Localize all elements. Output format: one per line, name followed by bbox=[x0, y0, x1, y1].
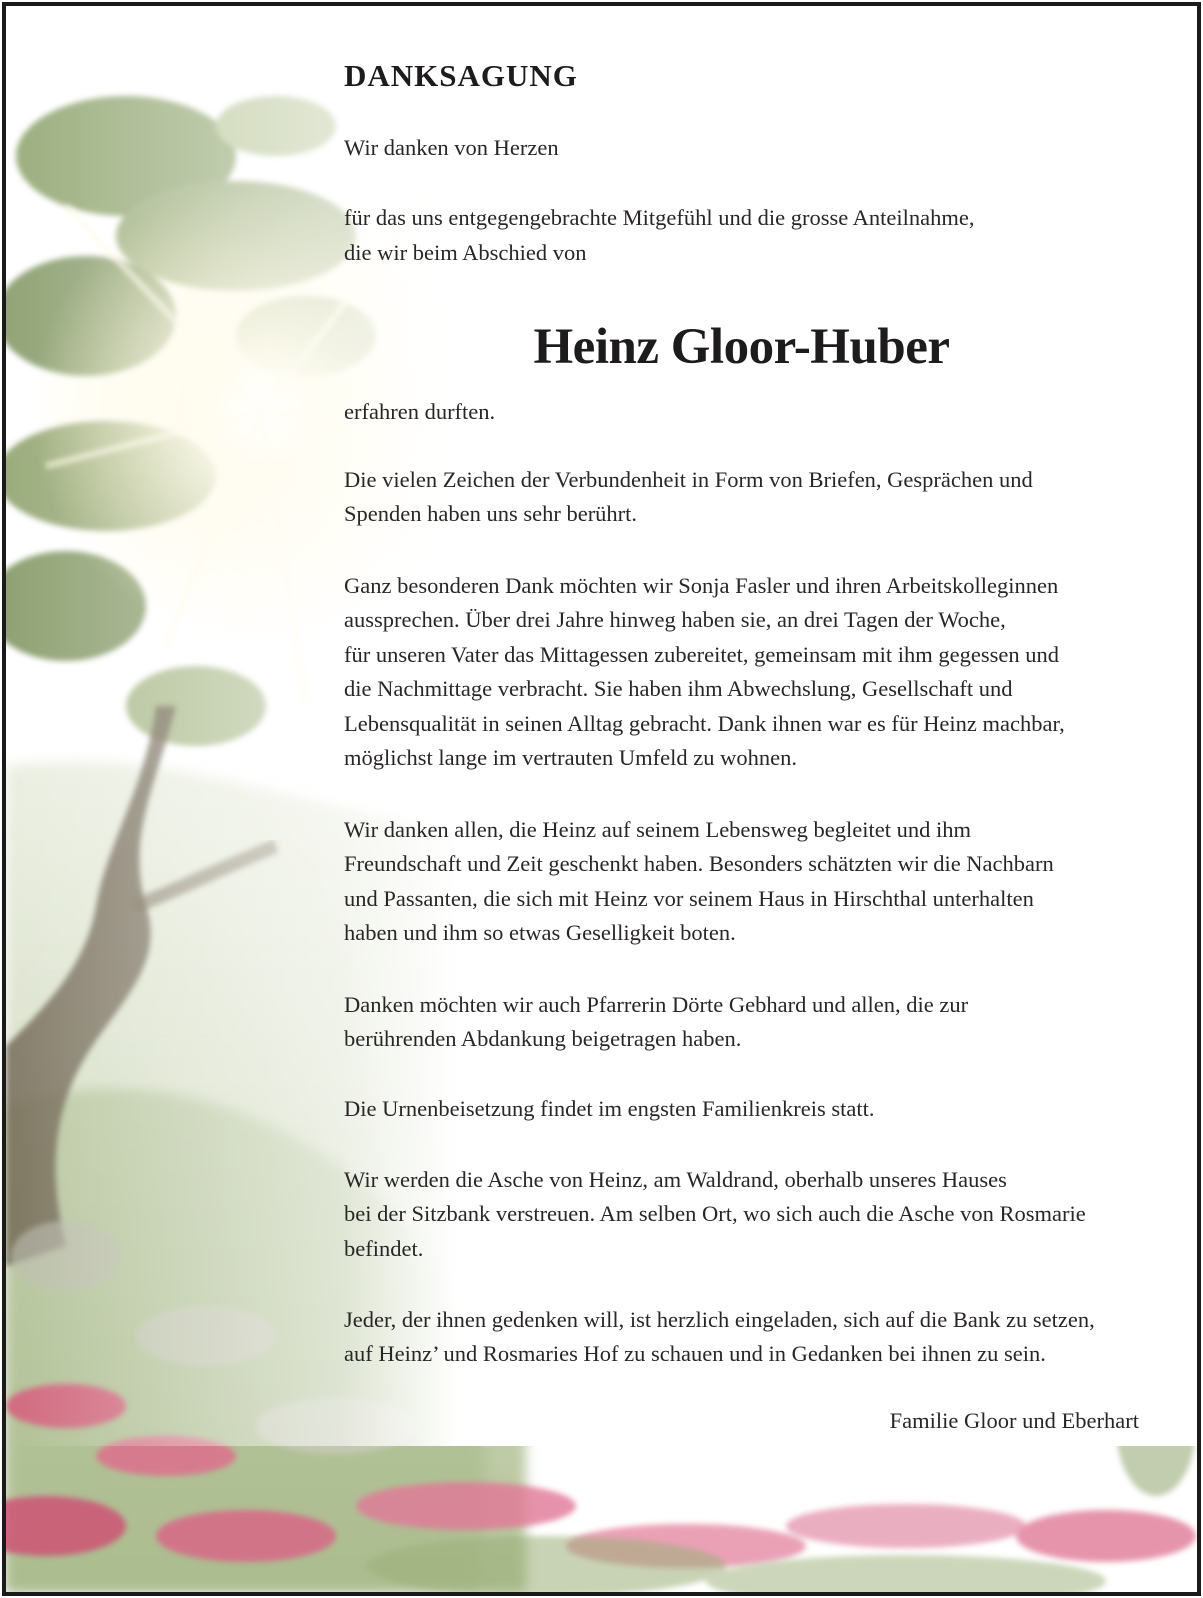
paragraph-line: für unseren Vater das Mittagessen zubereitet, gemeinsam mit ihm gegessen und bbox=[344, 642, 1060, 667]
sympathy-line: die wir beim Abschied von bbox=[344, 240, 587, 265]
after-name-line: erfahren durften. bbox=[344, 399, 496, 424]
paragraph-line: Danken möchten wir auch Pfarrerin Dörte Gebhard und allen, die zur bbox=[344, 992, 969, 1017]
paragraph-line: Lebensqualität in seinen Alltag gebracht. Dank ihnen war es für Heinz machbar, bbox=[344, 711, 1065, 736]
paragraph-line: befindet. bbox=[344, 1236, 424, 1261]
paragraph-line: haben und ihm so etwas Geselligkeit boten. bbox=[344, 920, 736, 945]
sympathy-line: für das uns entgegengebrachte Mitgefühl und die grosse Anteilnahme, bbox=[344, 205, 975, 230]
notice-heading: DANKSAGUNG bbox=[344, 58, 578, 93]
paragraph-line: Die vielen Zeichen der Verbundenheit in Form von Briefen, Gesprächen und bbox=[344, 467, 1033, 492]
paragraph-line: berührenden Abdankung beigetragen haben. bbox=[344, 1026, 742, 1051]
notice-text bbox=[6, 6, 1197, 1592]
paragraph-line: Ganz besonderen Dank möchten wir Sonja Fasler und ihren Arbeitskolleginnen bbox=[344, 573, 1059, 598]
paragraph-line: Die Urnenbeisetzung findet im engsten Familienkreis statt. bbox=[344, 1096, 875, 1121]
paragraph-line: Freundschaft und Zeit geschenkt haben. Besonders schätzten wir die Nachbarn bbox=[344, 851, 1054, 876]
paragraph-line: und Passanten, die sich mit Heinz vor seinem Haus in Hirschthal unterhalten bbox=[344, 886, 1034, 911]
paragraph-line: aussprechen. Über drei Jahre hinweg haben sie, an drei Tagen der Woche, bbox=[344, 607, 1006, 632]
paragraph-line: bei der Sitzbank verstreuen. Am selben Ort, wo sich auch die Asche von Rosmarie bbox=[344, 1201, 1086, 1226]
paragraph-line: Jeder, der ihnen gedenken will, ist herzlich eingeladen, sich auf die Bank zu setzen, bbox=[344, 1307, 1095, 1332]
paragraph-line: auf Heinz’ und Rosmaries Hof zu schauen und in Gedanken bei ihnen zu sein. bbox=[344, 1341, 1046, 1366]
intro-line: Wir danken von Herzen bbox=[344, 135, 559, 160]
notice-frame bbox=[2, 2, 1201, 1596]
deceased-name: Heinz Gloor-Huber bbox=[533, 319, 950, 375]
paragraph-line: Wir danken allen, die Heinz auf seinem Lebensweg begleitet und ihm bbox=[344, 817, 972, 842]
paragraph-line: die Nachmittage verbracht. Sie haben ihm Abwechslung, Gesellschaft und bbox=[344, 676, 1013, 701]
family-signature: Familie Gloor und Eberhart bbox=[889, 1408, 1139, 1433]
paragraph-line: möglichst lange im vertrauten Umfeld zu wohnen. bbox=[344, 745, 797, 770]
paragraph-line: Wir werden die Asche von Heinz, am Waldrand, oberhalb unseres Hauses bbox=[344, 1167, 1007, 1192]
paragraph-line: Spenden haben uns sehr berührt. bbox=[344, 501, 638, 526]
